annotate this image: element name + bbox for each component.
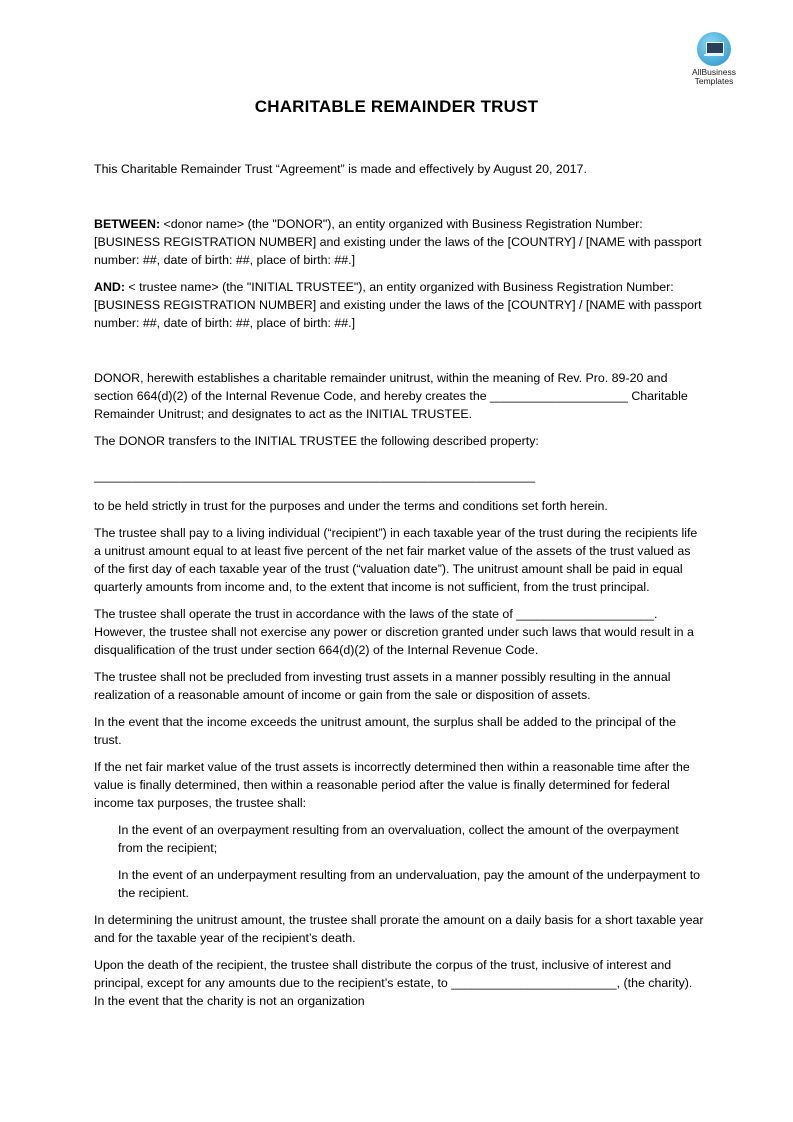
paragraph-held-in-trust: to be held strictly in trust for the purposes and under the terms and conditions set forth herein. [94,499,608,513]
between-label: BETWEEN: [94,217,161,231]
logo-text-line1: AllBusiness [692,67,736,77]
property-blank-line: ________________________________________________________________ [94,469,536,483]
document-body [94,160,704,1019]
paragraph-surplus: In the event that the income exceeds the unitrust amount, the surplus shall be added to the principal of the trust. [94,715,677,747]
paragraph-state-law: The trustee shall operate the trust in accordance with the laws of the state of ____________________. However, the trustee shall not exercise any power or discretion granted under such laws that would result in a disqualification of the trust under section 664(d)(2) of the Internal Revenue Code. [94,607,694,657]
paragraph-incorrect-value: If the net fair market value of the trust assets is incorrectly determined then within a reasonable time after the value is finally determined, then within a reasonable period after the value is finally determined for federal income tax purposes, the trustee shall: [94,760,690,810]
and-text: < trustee name> (the "INITIAL TRUSTEE"), an entity organized with Business Registration Number: [BUSINESS REGISTRATION NUMBER] and existing under the laws of the [COUNTRY] / [NAME with passport number: ##, date of birth: ##, place of birth: ##.] [94,280,702,330]
document-title: CHARITABLE REMAINDER TRUST [254,97,539,116]
company-logo [686,32,742,86]
paragraph-establishes: DONOR, herewith establishes a charitable remainder unitrust, within the meaning of Rev. Pro. 89-20 and section 664(d)(2) of the Internal Revenue Code, and hereby creates the ____________________ Charitable Remainder Unitrust; and designates to act as the INITIAL TRUSTEE. [94,371,688,421]
logo-text-line2: Templates [694,76,734,86]
paragraph-overpayment: In the event of an overpayment resulting from an overvaluation, collect the amount of the overpayment from the recipient; [118,823,679,855]
paragraph-transfers: The DONOR transfers to the INITIAL TRUSTEE the following described property: [94,434,539,448]
paragraph-underpayment: In the event of an underpayment resulting from an undervaluation, pay the amount of the underpayment to the recipient. [118,868,701,900]
laptop-icon [697,32,731,66]
between-text: <donor name> (the "DONOR"), an entity organized with Business Registration Number: [BUSINESS REGISTRATION NUMBER] and existing under the laws of the [COUNTRY] / [NAME with passport number: ##, date of birth: ##, place of birth: ##.] [94,217,702,267]
between-paragraph [94,215,704,269]
intro-paragraph: This Charitable Remainder Trust “Agreement” is made and effectively by August 20, 2017. [94,162,587,176]
and-paragraph [94,278,704,332]
paragraph-death-distribution: Upon the death of the recipient, the trustee shall distribute the corpus of the trust, inclusive of interest and principal, except for any amounts due to the recipient’s estate, to ________________________, (the charity). In the event that the charity is not an organization [94,958,693,1008]
paragraph-prorate: In determining the unitrust amount, the trustee shall prorate the amount on a daily basis for a short taxable year and for the taxable year of the recipient’s death. [94,913,704,945]
paragraph-investing: The trustee shall not be precluded from investing trust assets in a manner possibly resulting in the annual realization of a reasonable amount of income or gain from the sale or disposition of assets. [94,670,671,702]
and-label: AND: [94,280,125,294]
paragraph-unitrust-amount: The trustee shall pay to a living individual (“recipient”) in each taxable year of the trust during the recipients life a unitrust amount equal to at least five percent of the net fair market value of the assets of the trust valued as of the first day of each taxable year of the trust (“valuation date”). The unitrust amount shall be paid in equal quarterly amounts from income and, to the extent that income is not sufficient, from the trust principal. [94,526,698,594]
